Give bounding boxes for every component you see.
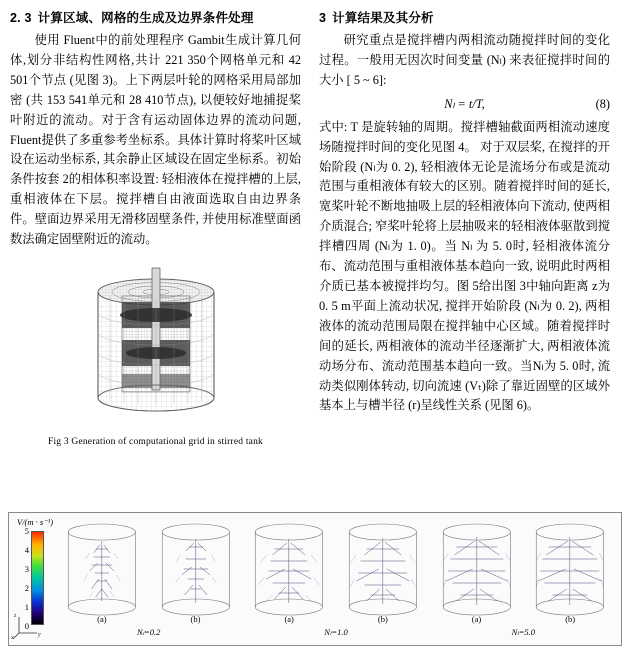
panel-1b-plot [149, 519, 243, 623]
colorbar-tick-4: 4 [24, 545, 29, 555]
left-section-title: 计算区域、网格的生成及边界条件处理 [37, 11, 254, 25]
panel-3b [523, 519, 617, 641]
panel-2a [242, 519, 336, 641]
equation-8-text: Nₗ = t/T, [444, 96, 485, 111]
right-paragraph-1: 研究重点是搅拌槽内两相流动随搅拌时间的变化过程。一般用无因次时间变量 (Nₗ) 来表征搅拌时间的大小 [ 5 ~ 6]: [319, 33, 610, 87]
panel-2b [336, 519, 430, 641]
panel-1a [55, 519, 149, 641]
panel-group-2 [242, 519, 429, 641]
panel-1a-plot [55, 519, 149, 623]
panel-2b-label: (b) [377, 614, 388, 624]
panel-1b-label: (b) [190, 614, 201, 624]
stirred-tank-grid-image [36, 256, 276, 431]
panel-1b [149, 519, 243, 641]
group-2-label: Nₗ=1.0 [324, 627, 348, 637]
right-paragraph-2: 式中: T 是旋转轴的周期。搅拌槽轴截面两相流动速度场随搅拌时间的变化见图 4。 对于双层桨, 在搅拌的开始阶段 (Nₗ为 0. 2), 轻相液体无论是流场分布或是流动范围与重相液体有较大的区别。随着搅拌时间的延长, 宽桨叶轮不断地抽吸上层的轻相液体向下流动, 使两相介质混合; 窄桨叶轮将上层抽吸来的轻相液体驱散到搅拌槽四周 (Nₗ为 1. 0)。当 Nₗ 为 5. 0时, 轻相液体流分布、流动范围与重相液体基本趋向一致, 说明此时两相介质已基本被搅拌均匀。图 5给出图 3中轴向距离 z为 0. 5 m平面上流动状况, 搅拌开始阶段 (Nₗ为 0. 2), 两相液体的流动范围局限在搅拌轴中心区域。随着搅拌时间的延长, 两相液体的流动半径逐渐扩大, 两相液体流动场分布、流动范围基本趋向一致。当Nₗ为 5. 0时, 流动类似刚体转动, 切向流速 (Vₜ)除了靠近固壁的区域外基本上与槽半径 (r)呈线性关系 (见图 6)。 [319, 119, 610, 413]
panel-3a-label: (a) [471, 614, 482, 624]
right-section-title: 计算结果及其分析 [332, 11, 434, 25]
svg-text:x: x [11, 635, 14, 641]
group-3-label: Nₗ=5.0 [511, 627, 536, 637]
colorbar-tick-1: 1 [24, 602, 29, 612]
left-column [10, 8, 301, 447]
right-section-heading [319, 8, 610, 26]
panel-3b-plot [523, 519, 617, 623]
panel-3a-plot [430, 519, 524, 623]
panel-group-1 [55, 519, 242, 641]
panel-group-3 [430, 519, 617, 641]
velocity-field-figure [8, 512, 622, 646]
panel-2b-plot [336, 519, 430, 623]
panel-3b-label: (b) [565, 614, 576, 624]
group-1-label: Nₗ=0.2 [136, 627, 161, 637]
svg-text:y: y [38, 632, 41, 638]
colorbar-label: V/(m · s⁻¹) [17, 517, 54, 527]
left-section-number: 2. 3 [10, 11, 32, 25]
equation-8-number: (8) [595, 96, 610, 111]
panel-3a [430, 519, 524, 641]
right-section-number: 3 [319, 11, 327, 25]
panel-2a-plot [242, 519, 336, 623]
panel-row [55, 519, 617, 641]
grid-drawing [36, 256, 276, 431]
axis-triad [11, 611, 45, 641]
colorbar-tick-0: 0 [24, 621, 29, 631]
left-paragraph-1: 使用 Fluent中的前处理程序 Gambit生成计算几何体,划分非结构性网格,共计 221 350个网格单元和 42 501个节点 (见图 3)。上下两层叶轮的网格采用局部加密 (共 153 541单元和 28 410节点), 以便较好地捕捉桨叶附近的流动。对于含有运动固体边界的流动问题, Fluent提供了多重参考坐标系。具体计算时将桨叶区域设在运动坐标系, 其余静止区域设在固定坐标系。初始条件按套 2的相体积率设置: 轻相液体在搅拌槽的上层, 重相液体在下层。搅拌槽自由液面选取自由边界条件。壁面边界采用无滑移固壁条件, 并使用标准壁面函数法确定固壁附近的流动。 [10, 33, 301, 247]
colorbar-tick-2: 2 [24, 583, 29, 593]
colorbar-tick-3: 3 [24, 564, 29, 574]
figure-3-caption: Fig 3 Generation of computational grid in stirred tank [47, 436, 263, 447]
right-column [319, 8, 610, 447]
panel-1a-label: (a) [97, 614, 107, 624]
svg-text:z: z [14, 613, 17, 619]
equation-8 [319, 97, 610, 112]
panel-2a-label: (a) [284, 614, 294, 624]
figure-3 [36, 256, 276, 447]
left-section-heading [10, 8, 301, 26]
colorbar-tick-5: 5 [24, 526, 29, 536]
